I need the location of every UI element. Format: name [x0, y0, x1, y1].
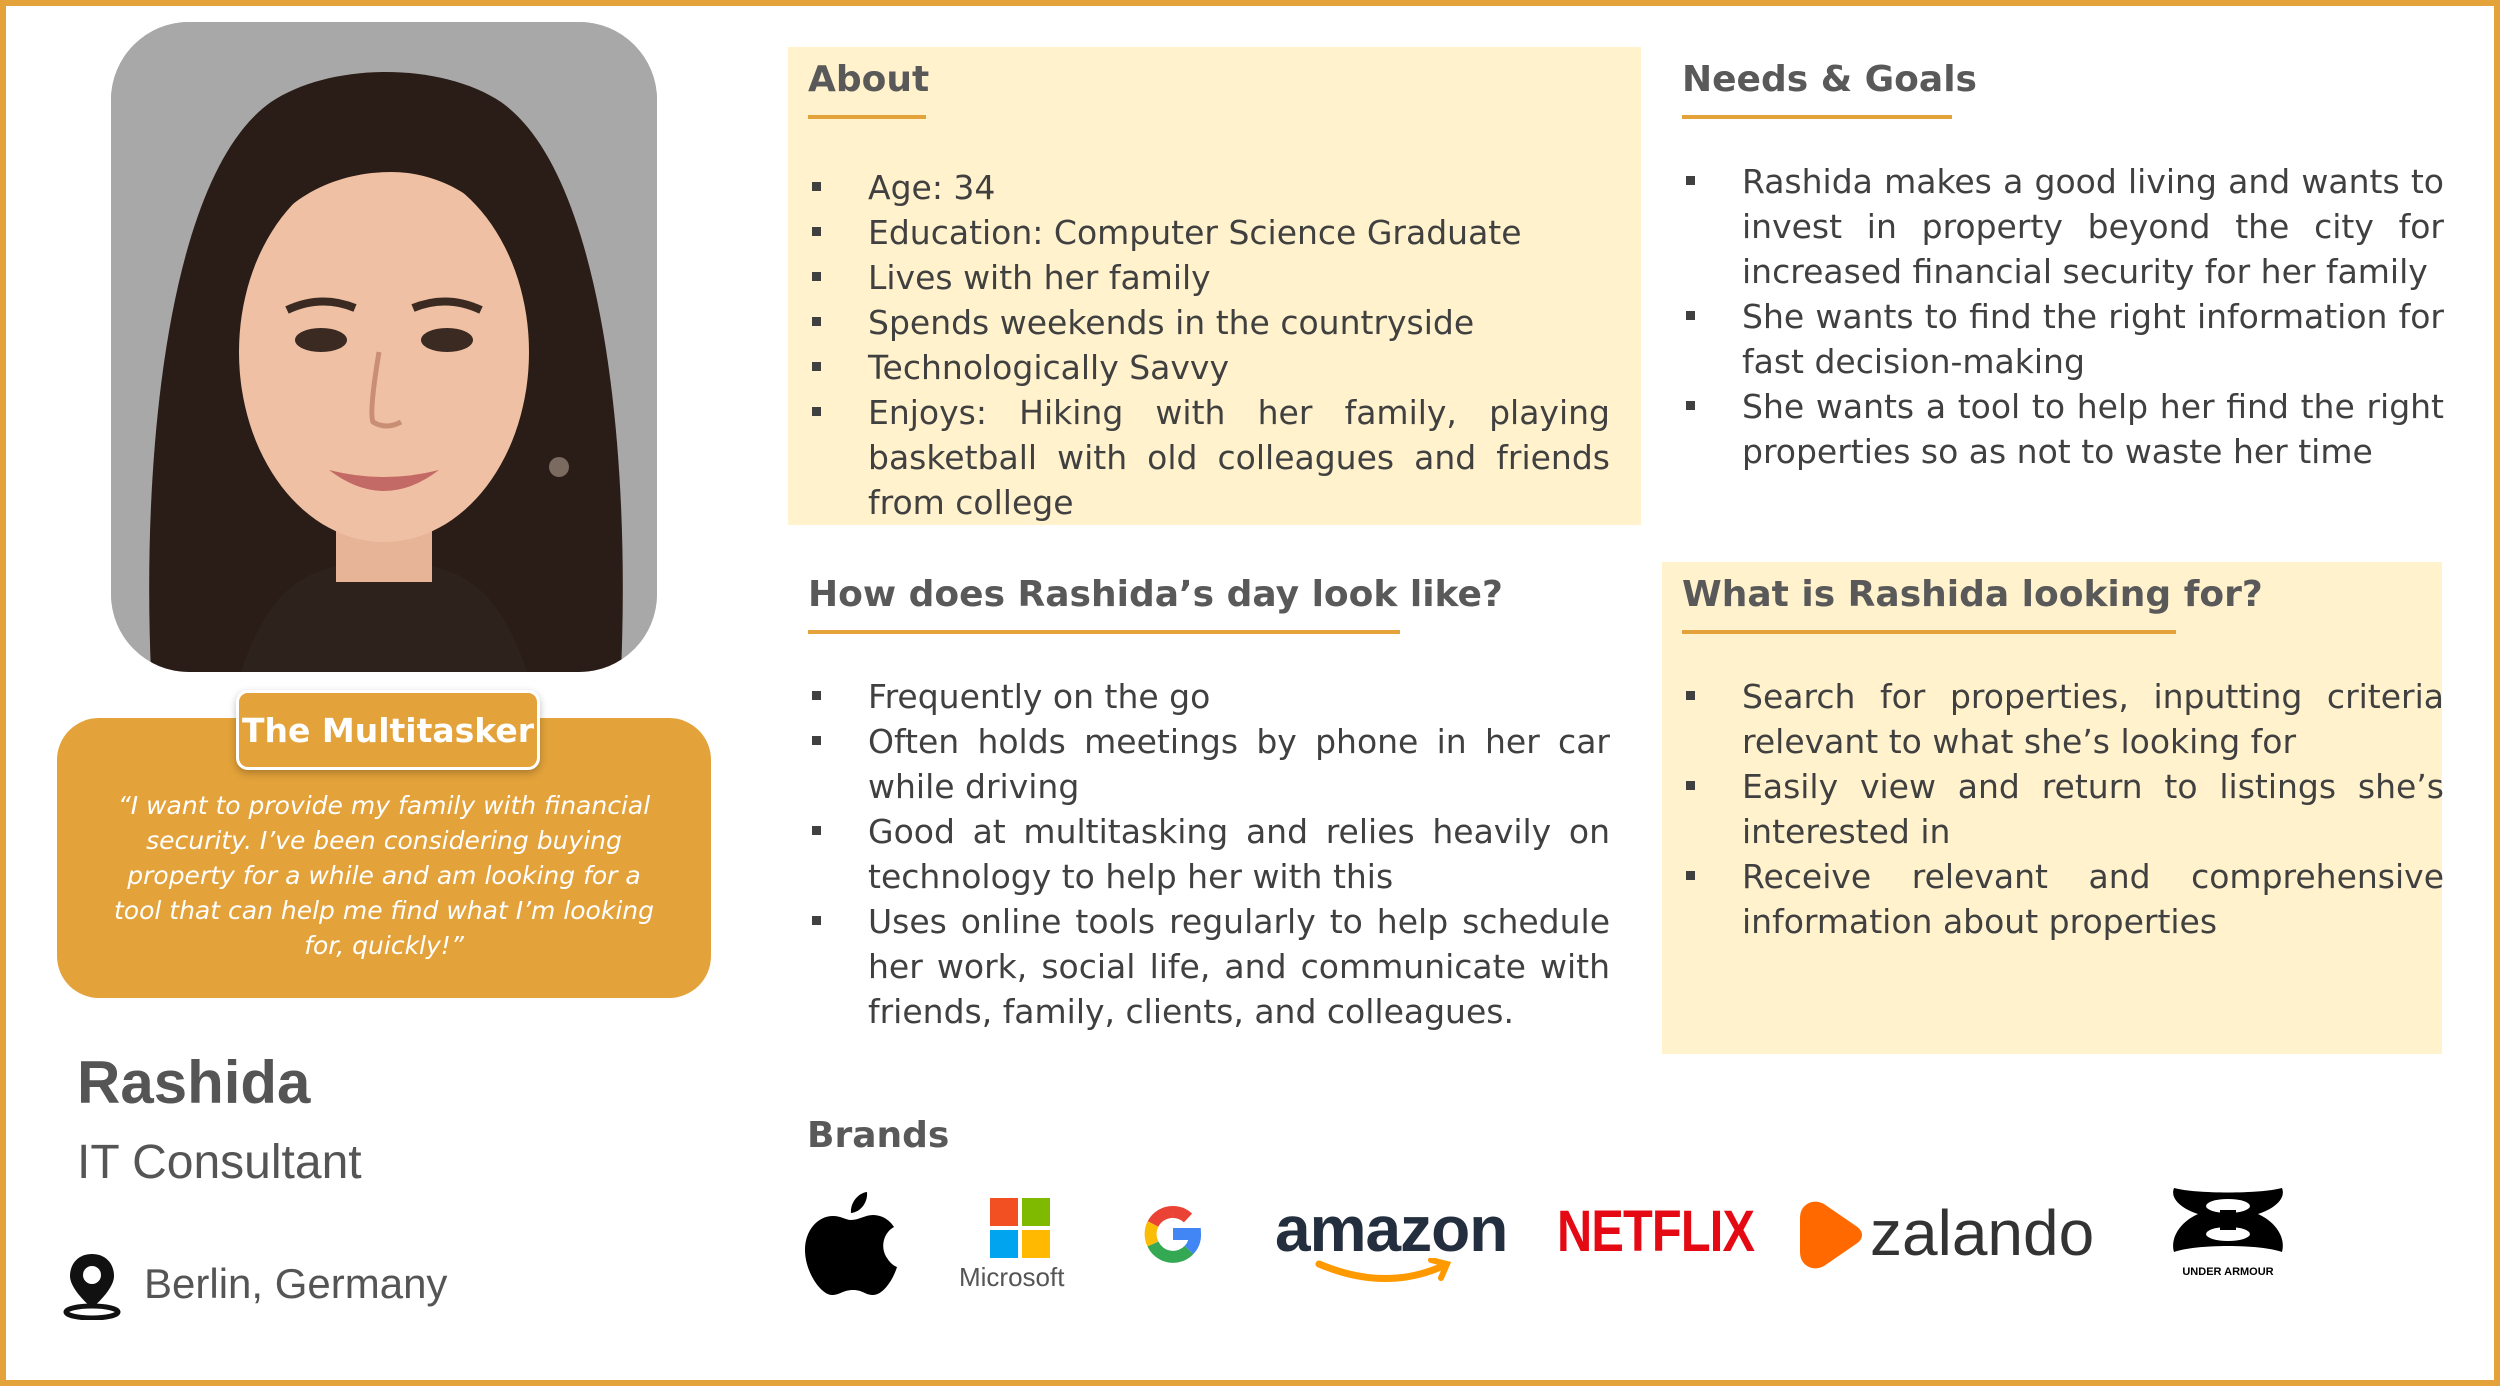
persona-tagline: The Multitasker [236, 690, 540, 770]
needs-goals-title: Needs & Goals [1682, 59, 1977, 100]
needs-goals-panel [1662, 47, 2452, 487]
about-panel [788, 47, 1641, 525]
amazon-logo [1275, 1192, 1515, 1292]
microsoft-wordmark: Microsoft [959, 1262, 1065, 1292]
looking-for-title: What is Rashida looking for? [1682, 574, 2263, 615]
day-title: How does Rashida’s day look like? [808, 574, 1503, 615]
under-armour-mark-icon [2166, 1184, 2290, 1256]
microsoft-squares-icon [990, 1198, 1050, 1258]
zalando-logo [1798, 1196, 2118, 1276]
list-item: Rashida makes a good living and wants to invest in property beyond the city for increased financial security for her family [1682, 159, 2444, 294]
amazon-smile-icon [1315, 1258, 1455, 1288]
persona-photo [111, 22, 657, 672]
microsoft-logo [955, 1198, 1075, 1296]
list-item: Often holds meetings by phone in her car while driving [808, 719, 1610, 809]
list-item: She wants to find the right information for fast decision-making [1682, 294, 2444, 384]
under-armour-wordmark: UNDER ARMOUR [2182, 1266, 2274, 1278]
zalando-flag-icon [1798, 1200, 1864, 1270]
needs-goals-list [1682, 159, 2444, 474]
list-item: Uses online tools regularly to help schedule her work, social life, and communicate with friends, family, clients, and colleagues. [808, 899, 1610, 1034]
looking-for-list [1682, 674, 2444, 944]
persona-job-title: IT Consultant [77, 1136, 362, 1189]
list-item: Spends weekends in the countryside [808, 300, 1610, 345]
list-item: Age: 34 [808, 165, 1610, 210]
list-item: Good at multitasking and relies heavily on technology to help her with this [808, 809, 1610, 899]
needs-goals-underline [1682, 115, 1952, 119]
list-item: Lives with her family [808, 255, 1610, 300]
about-title: About [808, 59, 930, 100]
list-item: She wants a tool to help her find the right properties so as not to waste her time [1682, 384, 2444, 474]
persona-name: Rashida [77, 1049, 311, 1116]
about-underline [808, 115, 926, 119]
netflix-logo: NETFLIX [1557, 1199, 1755, 1264]
under-armour-logo [2158, 1184, 2298, 1290]
about-list [808, 165, 1610, 525]
list-item: Education: Computer Science Graduate [808, 210, 1610, 255]
persona-location: Berlin, Germany [144, 1260, 448, 1307]
day-list [808, 674, 1610, 1034]
list-item: Easily view and return to listings she’s interested in [1682, 764, 2444, 854]
list-item: Search for properties, inputting criteria relevant to what she’s looking for [1682, 674, 2444, 764]
persona-quote: “I want to provide my family with financial security. I’ve been considering buying property for a while and am looking for a tool that can help me find what I’m looking for, quickly!” [114, 791, 654, 960]
list-item: Enjoys: Hiking with her family, playing basketball with old colleagues and friends from college [808, 390, 1610, 525]
day-underline [808, 630, 1400, 634]
brands-title: Brands [807, 1115, 950, 1156]
list-item: Technologically Savvy [808, 345, 1610, 390]
day-panel [788, 562, 1641, 1062]
list-item: Receive relevant and comprehensive information about properties [1682, 854, 2444, 944]
location-pin-icon [60, 1250, 124, 1320]
apple-logo [805, 1188, 897, 1296]
list-item: Frequently on the go [808, 674, 1610, 719]
looking-for-underline [1682, 630, 2176, 634]
looking-for-panel [1662, 562, 2442, 1054]
zalando-wordmark: zalando [1870, 1197, 2095, 1269]
amazon-wordmark: amazon [1275, 1193, 1508, 1265]
persona-portrait [111, 22, 657, 672]
google-logo [1137, 1198, 1209, 1270]
